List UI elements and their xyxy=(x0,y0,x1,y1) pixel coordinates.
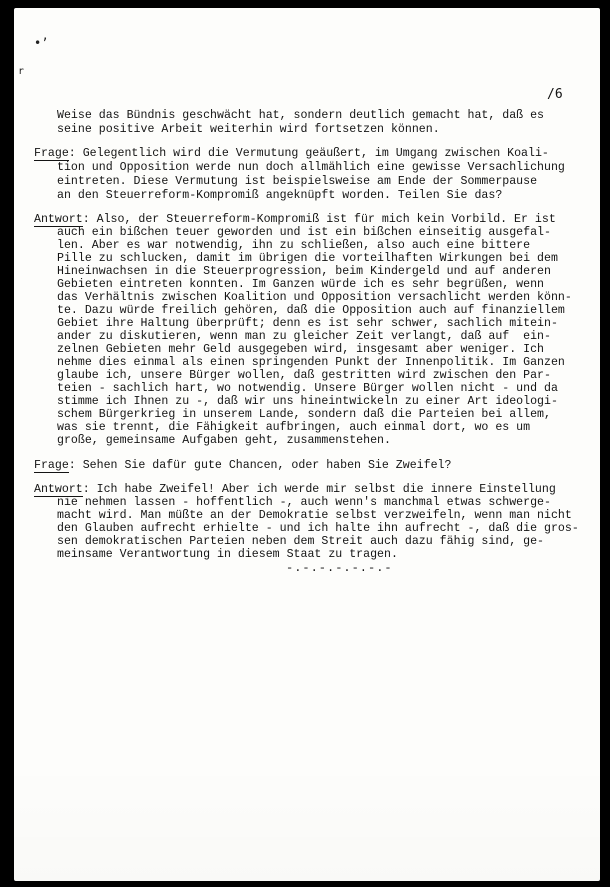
text-line: eintreten. Diese Vermutung ist beispielsweise am Ende der Sommerpause xyxy=(57,175,538,188)
document-page xyxy=(14,8,600,881)
text-line: große, gemeinsame Aufgaben geht, zusammenstehen. xyxy=(57,434,391,447)
text-line: Pille zu schlucken, damit im übrigen die vorteilhaften Wirkungen bei dem xyxy=(57,252,558,265)
text-line: teien - sachlich hart, wo notwendig. Unsere Bürger wollen nicht - und da xyxy=(57,382,558,395)
text-line: Frage: Sehen Sie dafür gute Chancen, oder haben Sie Zweifel? xyxy=(34,459,452,472)
text-line: Weise das Bündnis geschwächt hat, sondern deutlich gemacht hat, daß es xyxy=(57,109,545,122)
speaker-label: Antwort xyxy=(34,213,83,226)
page-number: /6 xyxy=(547,87,563,102)
text-line: das Verhältnis zwischen Koalition und Opposition versachlicht werden könn- xyxy=(57,291,572,304)
speaker-label: Frage xyxy=(34,459,69,472)
scan-mark: r xyxy=(18,66,25,77)
text-line: auch ein bißchen teuer geworden und ist ein bißchen einseitig ausgefal- xyxy=(57,226,551,239)
text-line: macht wird. Man müßte an der Demokratie selbst verzweifeln, wenn man nicht xyxy=(57,509,572,522)
text-line: Antwort: Also, der Steuerreform-Kompromiß ist für mich kein Vorbild. Er ist xyxy=(34,213,556,226)
text-line: Gebieten eintreten konnten. Im Ganzen würde ich es sehr begrüßen, wenn xyxy=(57,278,545,291)
text-line: Frage: Gelegentlich wird die Vermutung geäußert, im Umgang zwischen Koali- xyxy=(34,147,549,160)
text-line: stimme ich Ihnen zu -, daß wir uns hineintwickeln zu einer Art ideologi- xyxy=(57,395,558,408)
text-line: an den Steuerreform-Kompromiß angeknüpft worden. Teilen Sie das? xyxy=(57,189,503,202)
text-line: meinsame Verantwortung in diesem Staat zu tragen. xyxy=(57,548,398,561)
text-line: nie nehmen lassen - hoffentlich -, auch wenn's manchmal etwas schwerge- xyxy=(57,496,551,509)
scan-mark: •’ xyxy=(34,36,49,50)
text-line: Hineinwachsen in die Steuerprogression, beim Kindergeld und auf anderen xyxy=(57,265,551,278)
closing-separator: -.-.-.-.-.-.- xyxy=(286,561,393,575)
text-line: zelnen Gebieten mehr Geld ausgegeben wird, insgesamt aber weniger. Ich xyxy=(57,343,545,356)
text-line: te. Dazu würde freilich gehören, daß die Opposition auch auf finanziellem xyxy=(57,304,565,317)
text-line: Antwort: Ich habe Zweifel! Aber ich werde mir selbst die innere Einstellung xyxy=(34,483,556,496)
text-line: ander zu diskutieren, wenn man zu gleicher Zeit verlangt, daß auf ein- xyxy=(57,330,551,343)
speaker-label: Frage xyxy=(34,147,69,160)
text-line: den Glauben aufrecht erhielte - und ich halte ihn aufrecht -, daß die gros- xyxy=(57,522,579,535)
speaker-label: Antwort xyxy=(34,483,83,496)
text-line: len. Aber es war notwendig, ihn zu schließen, also auch eine bittere xyxy=(57,239,531,252)
text-line: glaube ich, unsere Bürger wollen, daß gestritten wird zwischen den Par- xyxy=(57,369,551,382)
text-line: schem Bürgerkrieg in unserem Lande, sondern daß die Parteien bei allem, xyxy=(57,408,551,421)
text-line: tion und Opposition werde nun doch allmählich eine gewisse Versachlichung xyxy=(57,161,565,174)
text-line: sen demokratischen Parteien neben dem Streit auch dazu fähig sind, ge- xyxy=(57,535,545,548)
text-line: was sie trennt, die Fähigkeit aufbringen, auch einmal dort, wo es um xyxy=(57,421,531,434)
text-line: Gebiet ihre Haltung überprüft; denn es ist sehr schwer, sachlich mitein- xyxy=(57,317,558,330)
text-line: seine positive Arbeit weiterhin wird fortsetzen können. xyxy=(57,123,440,136)
text-line: nehme dies einmal als einen springenden Punkt der Innenpolitik. Im Ganzen xyxy=(57,356,565,369)
scan-shading xyxy=(14,761,600,881)
